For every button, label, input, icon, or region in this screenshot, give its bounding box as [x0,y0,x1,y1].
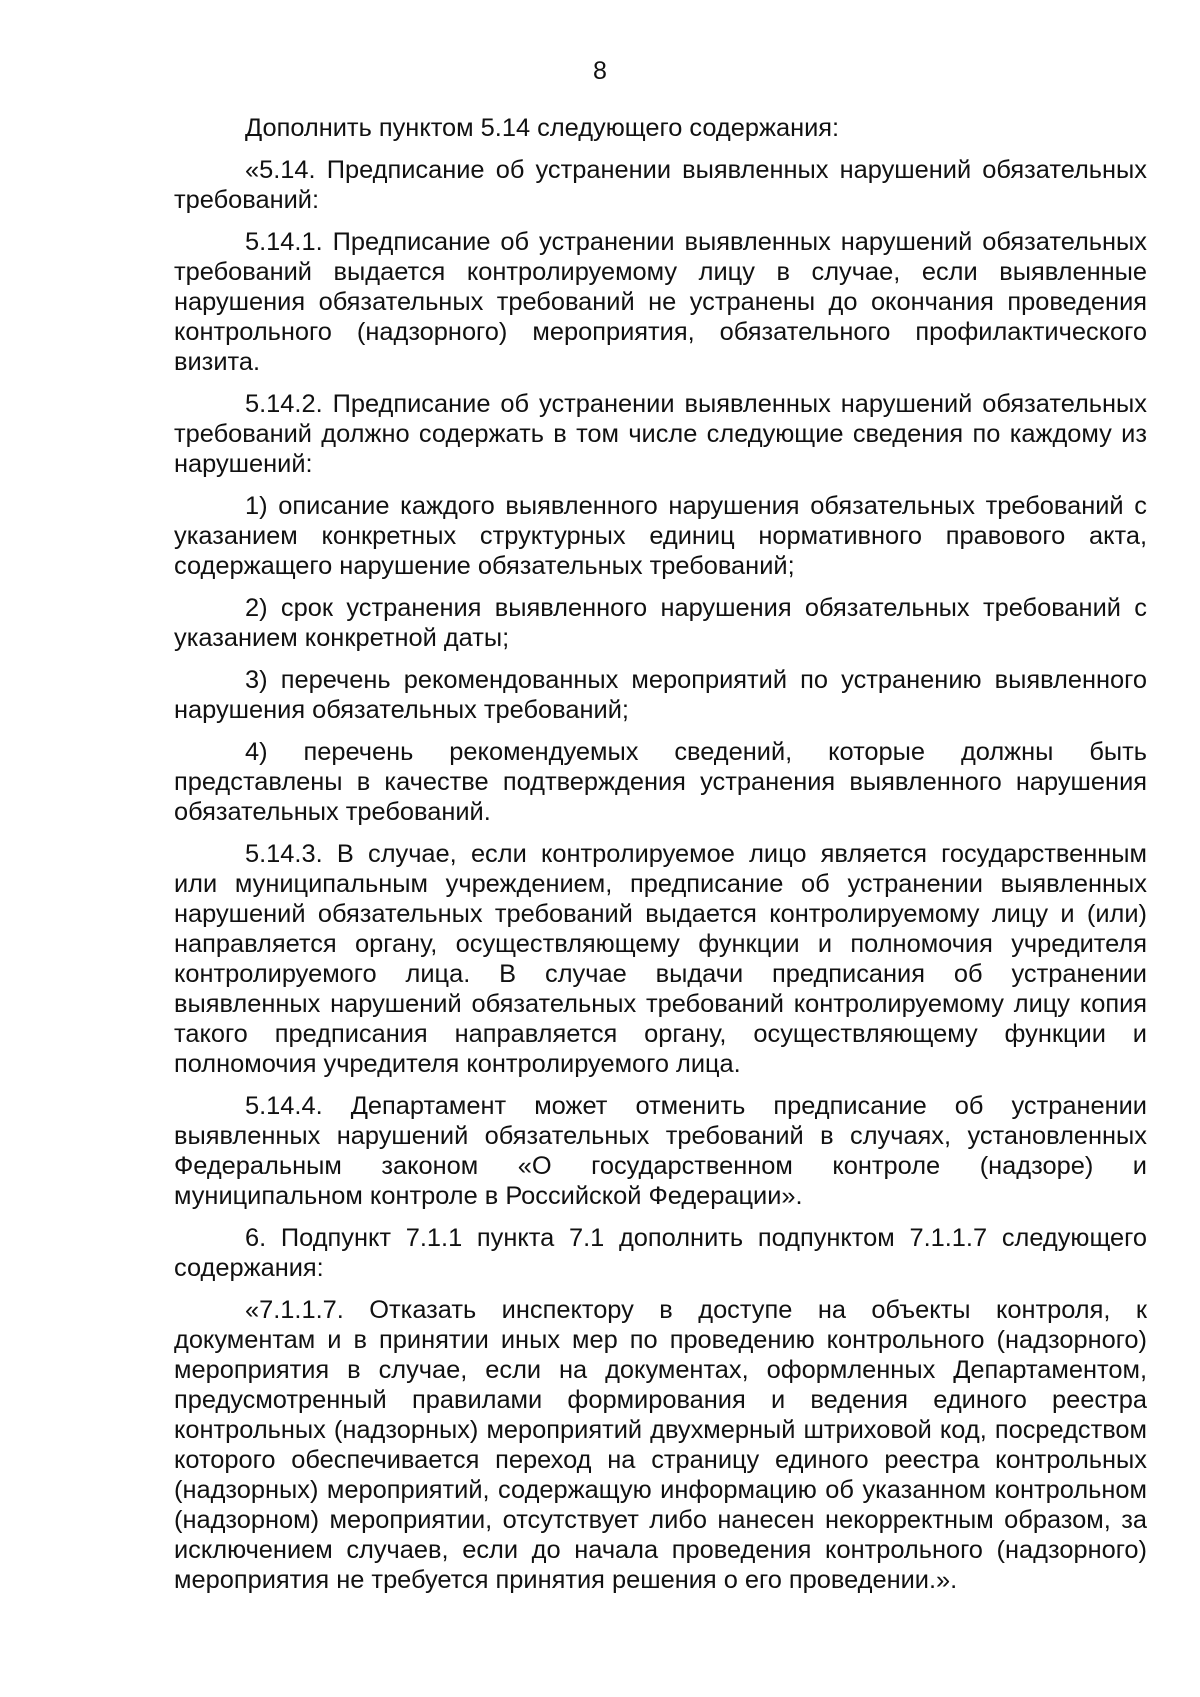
paragraph-5-14-1: 5.14.1. Предписание об устранении выявленных нарушений обязательных требований выдается контролируемому лицу в случае, если выявленные нарушения обязательных требований не устранены до окончания проведения контрольного (надзорного) мероприятия, обязательного профилактического визита. [174,228,1147,376]
paragraph-5-14-4: 5.14.4. Департамент может отменить предписание об устранении выявленных нарушений обязательных требований в случаях, установленных Федеральным законом «О государственном контроле (надзоре) и муниципальном контроле в Российской Федерации». [174,1092,1147,1210]
list-item-2: 2) срок устранения выявленного нарушения обязательных требований с указанием конкретной даты; [174,594,1147,652]
list-item-4: 4) перечень рекомендуемых сведений, которые должны быть представлены в качестве подтверждения устранения выявленного нарушения обязательных требований. [174,738,1147,826]
page-number: 8 [593,57,607,85]
paragraph-intro: Дополнить пунктом 5.14 следующего содержания: [245,114,840,142]
paragraph-6: 6. Подпункт 7.1.1 пункта 7.1 дополнить подпунктом 7.1.1.7 следующего содержания: [174,1224,1147,1282]
list-item-3: 3) перечень рекомендованных мероприятий по устранению выявленного нарушения обязательных требований; [174,666,1147,724]
paragraph-5-14: «5.14. Предписание об устранении выявленных нарушений обязательных требований: [174,156,1147,214]
paragraph-5-14-3: 5.14.3. В случае, если контролируемое лицо является государственным или муниципальным учреждением, предписание об устранении выявленных нарушений обязательных требований выдается контролируемому лицу и (или) направляется органу, осуществляющему функции и полномочия учредителя контролируемого лица. В случае выдачи предписания об устранении выявленных нарушений обязательных требований контролируемому лицу копия такого предписания направляется органу, осуществляющему функции и полномочия учредителя контролируемого лица. [174,840,1147,1078]
document-body [174,113,1147,1607]
list-item-1: 1) описание каждого выявленного нарушения обязательных требований с указанием конкретных структурных единиц нормативного правового акта, содержащего нарушение обязательных требований; [174,492,1147,580]
paragraph-7-1-1-7: «7.1.1.7. Отказать инспектору в доступе на объекты контроля, к документам и в принятии иных мер по проведению контрольного (надзорного) мероприятия в случае, если на документах, оформленных Департаментом, предусмотренный правилами формирования и ведения единого реестра контрольных (надзорных) мероприятий двухмерный штриховой код, посредством которого обеспечивается переход на страницу единого реестра контрольных (надзорных) мероприятий, содержащую информацию об указанном контрольном (надзорном) мероприятии, отсутствует либо нанесен некорректным образом, за исключением случаев, если до начала проведения контрольного (надзорного) мероприятия не требуется принятия решения о его проведении.». [174,1296,1147,1594]
paragraph-5-14-2: 5.14.2. Предписание об устранении выявленных нарушений обязательных требований должно содержать в том числе следующие сведения по каждому из нарушений: [174,390,1147,478]
